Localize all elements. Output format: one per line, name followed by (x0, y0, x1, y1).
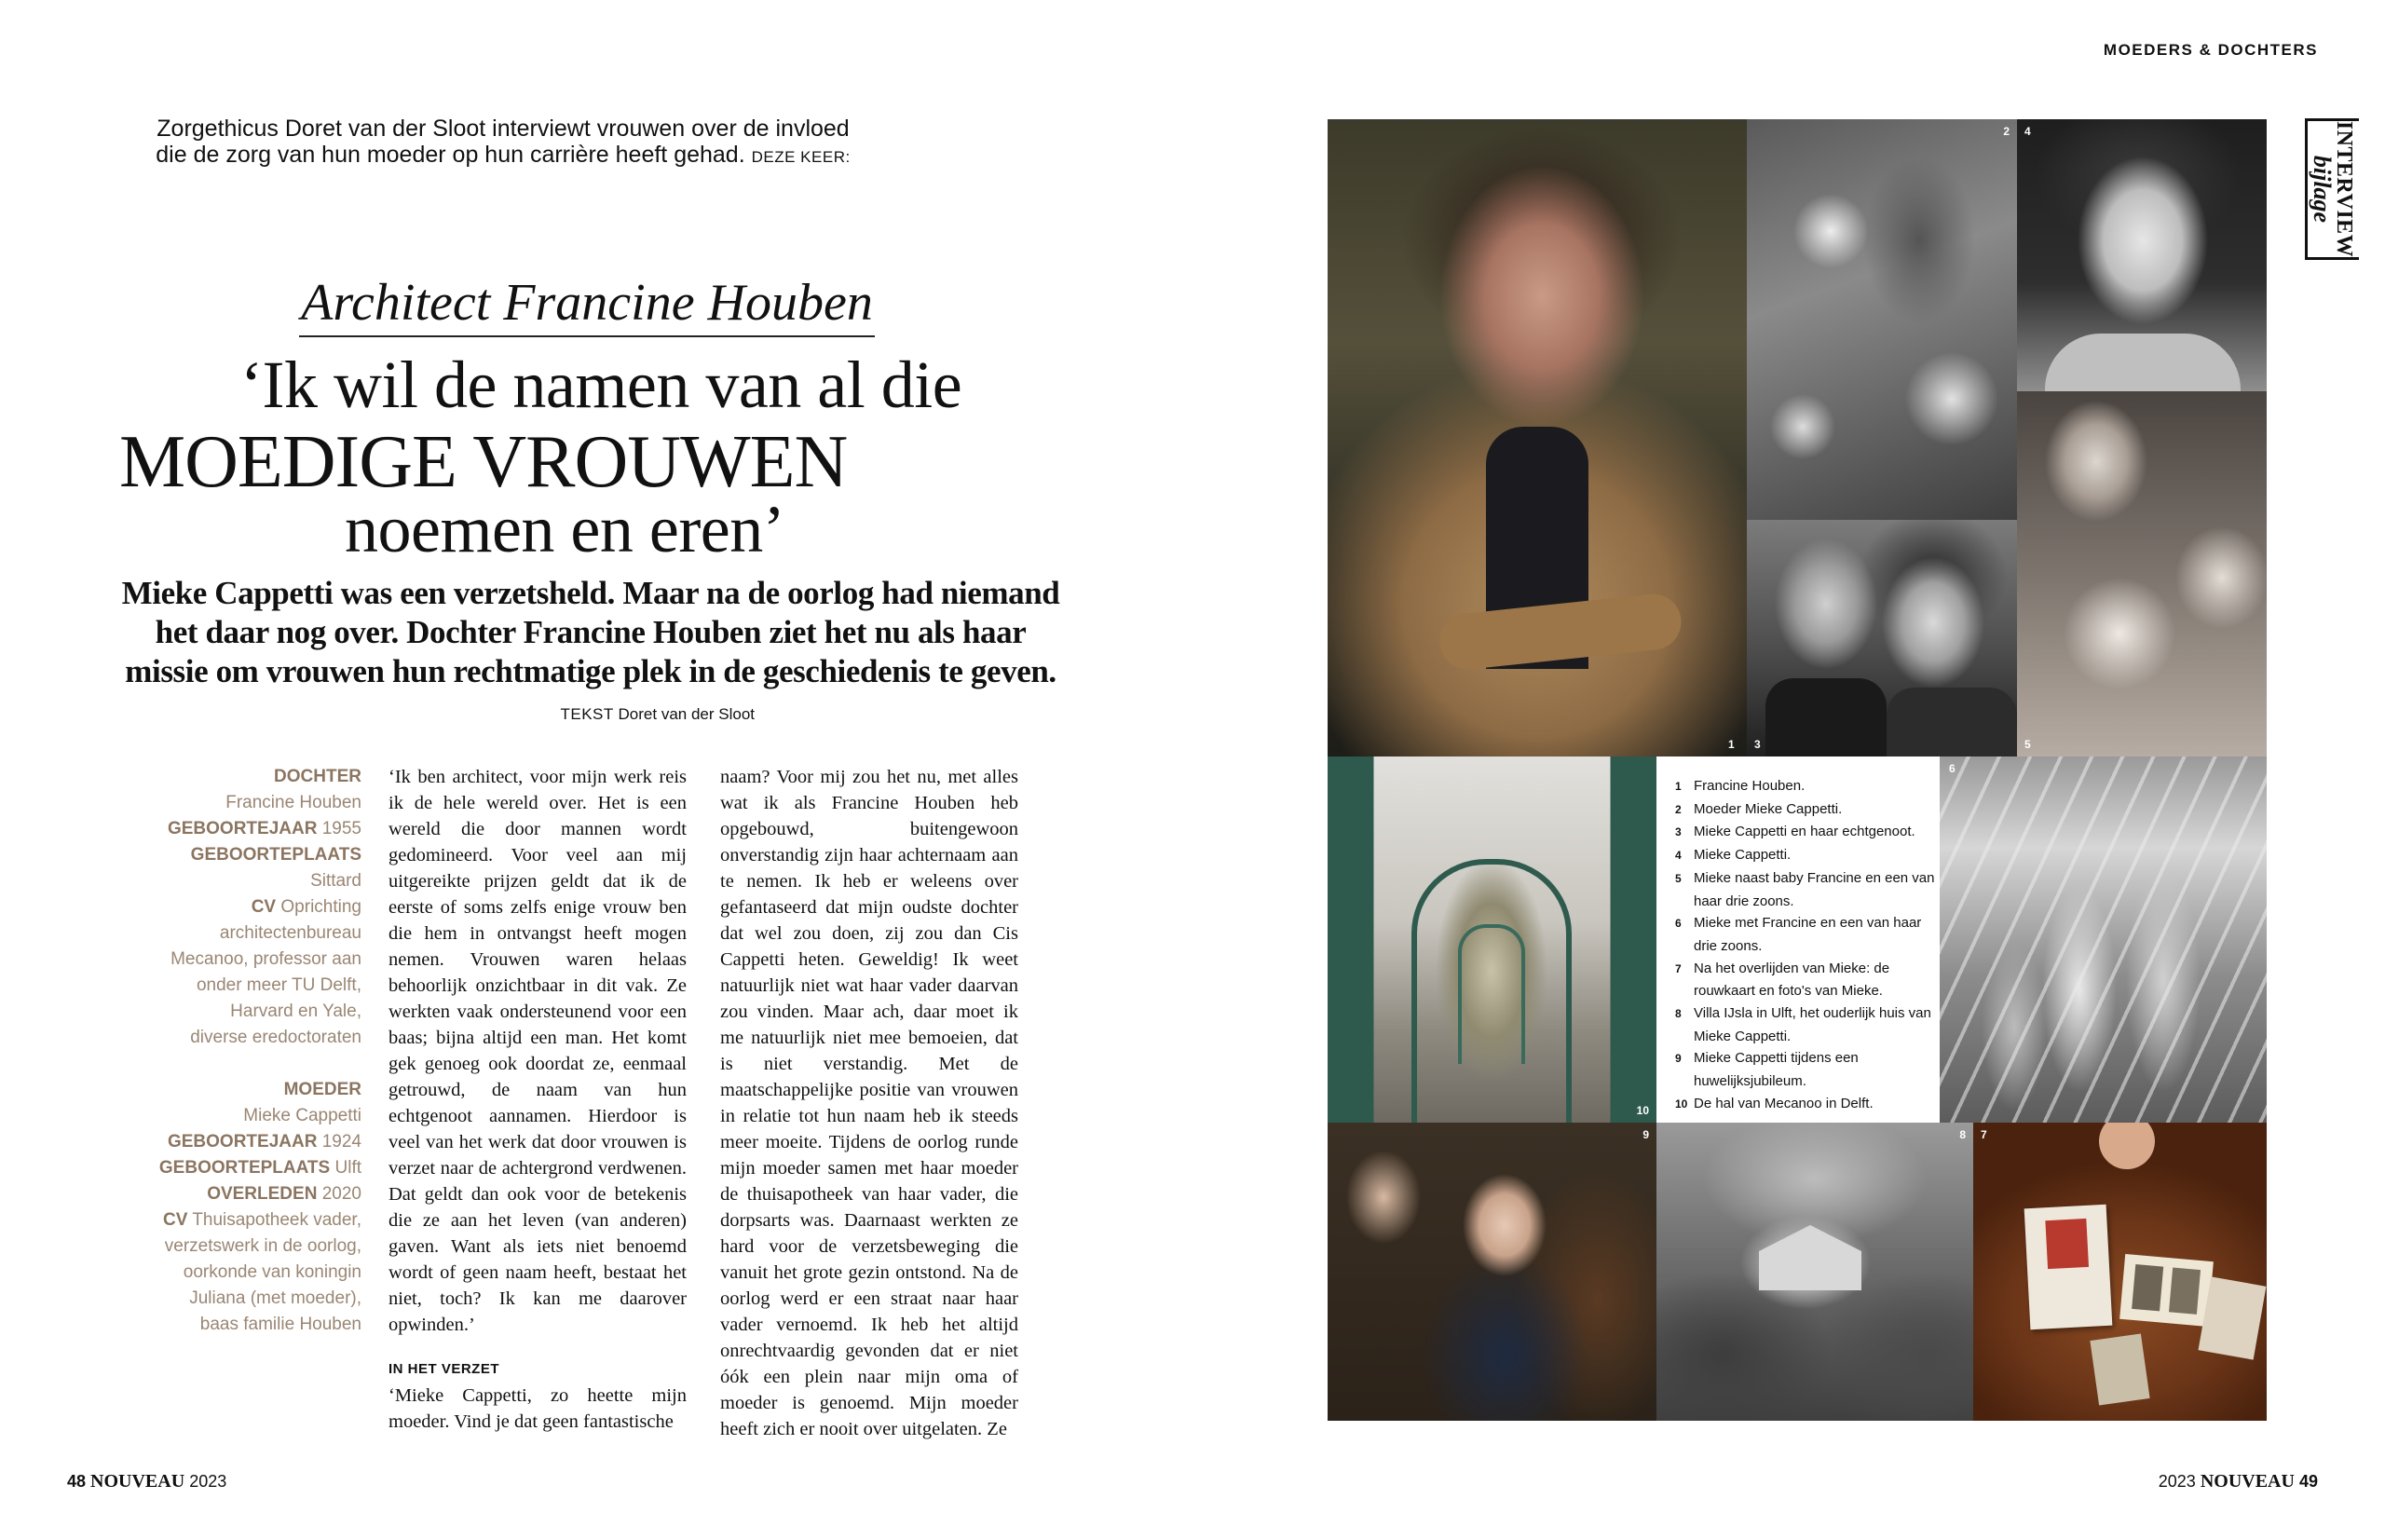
photo-portrait-francine (1328, 119, 1747, 756)
body-paragraph: naam? Voor mij zou het nu, met alles wat ik als Francine Houben heb opgebouwd, buitengewoon onverstandig zijn haar achternaam aan te nemen. Ik heb er weleens over gefantaseerd dat mijn oudste dochter dat wel zou doen, zij zou dan Cis Cappetti heten. Geweldig! Ik weet natuurlijk niet wat haar vader daarvan zou vinden. Maar ach, daar moet ik me natuurlijk niet mee bemoeien, dat is niet verstandig. Met de maatschappelijke positie van vrouwen in relatie tot hun naam heb ik steeds meer moeite. Tijdens de oorlog runde mijn moeder samen met haar moeder de thuisapotheek van haar vader, die dorpsarts was. Daarnaast werkten ze hard voor de verzetsbeweging die vanuit het grote gezin ontstond. Na de oorlog werd er een straat naar haar vader vernoemd. Ik heb het altijd onrechtvaardig gevonden dat er niet óók een plein naar mijn oma of moeder is genoemd. Mijn moeder heeft zich er nooit over uitgelaten. Ze (720, 767, 1018, 1439)
kicker (112, 272, 1062, 334)
interview-tab (2305, 118, 2359, 260)
caption-item: 2 Moeder Mieke Cappetti. (1675, 800, 1843, 817)
caption-item: 4 Mieke Cappetti. (1675, 847, 1792, 864)
issue-year: 2023 (2158, 1472, 2196, 1491)
fact-value: Ulft (334, 1158, 361, 1178)
folio-left (67, 1471, 226, 1492)
magazine-brand: NOUVEAU (90, 1471, 185, 1492)
photo-couple (1747, 520, 2017, 756)
fact-label: MOEDER (283, 1080, 361, 1099)
headline-line-3: noemen en eren’ (345, 492, 785, 566)
byline-name: Doret van der Sloot (618, 705, 755, 723)
photo-mourning-card (1973, 1123, 2267, 1421)
body-column-1 (388, 764, 687, 1435)
caption-item: 5 Mieke naast baby Francine en een van haar drie zoons. (1675, 869, 1935, 909)
caption-item: 6 Mieke met Francine en een van haar drie zoons. (1675, 915, 1922, 954)
photo-mother-portrait (2017, 119, 2267, 391)
photo-mother-magnolia (1747, 119, 2017, 520)
body-paragraph: ‘Mieke Cappetti, zo heette mijn moeder. Vind je dat geen fantastische (388, 1385, 687, 1432)
caption-item: 9 Mieke Cappetti tijdens een huwelijksjubileum. (1675, 1050, 1859, 1090)
fact-value: Juliana (met moeder), (189, 1288, 361, 1308)
caption-item: 8 Villa IJsla in Ulft, het ouderlijk huis van Mieke Cappetti. (1675, 1005, 1931, 1044)
photo-number: 9 (1642, 1128, 1649, 1141)
fact-label: GEBOORTEPLAATS (158, 1158, 331, 1178)
caption-item: 10 De hal van Mecanoo in Delft. (1675, 1095, 1874, 1111)
fact-value: oorkonde van koningin (183, 1262, 361, 1282)
fact-box (121, 764, 361, 1338)
fact-label: GEBOORTEPLAATS (190, 845, 361, 865)
photo-number: 2 (2003, 125, 2010, 138)
byline-label: TEKST (560, 705, 614, 723)
section-label: MOEDERS & DOCHTERS (2103, 41, 2318, 59)
fact-value: Thuisapotheek vader, (192, 1210, 361, 1230)
page-number: 49 (2298, 1472, 2318, 1491)
headline-line-2: MOEDIGE VROUWEN (119, 421, 848, 503)
folio-right (2159, 1471, 2318, 1492)
headline-line-1: ‘Ik wil de namen van al die (240, 348, 962, 422)
fact-value: Mecanoo, professor aan (170, 949, 361, 969)
intro-text (140, 116, 866, 170)
body-paragraph: ‘Ik ben architect, voor mijn werk reis ik de hele wereld over. Het is een wereld die door mannen wordt gedomineerd. Voor veel aan mij uitgereikte prijzen geldt dat ik de eerste of soms zelfs enige vrouw ben die hem in ontvangst heeft mogen nemen. Vrouwen waren helaas behoorlijk onzichtbaar in dit vak. Ze werkten vaak ondersteunend voor een baas; bijna altijd een man. Het komt gek genoeg ook doordat ze, eenmaal getrouwd, de naam van hun echtgenoot aannamen. Hierdoor is veel van het werk dat door vrouwen is verzet naar de achtergrond verdwenen. Dat geldt dan ook voor de betekenis die ze aan het leven (van anderen) gaven. Want als iets niet benoemd wordt of geen naam heeft, bestaat het niet, toch? Ik kan me daarover opwinden.’ (388, 767, 687, 1335)
fact-value: Mieke Cappetti (243, 1106, 361, 1125)
byline (438, 705, 755, 724)
tab-line-2: bijlage (2308, 155, 2336, 224)
magazine-brand: NOUVEAU (2200, 1471, 2295, 1492)
fact-label: CV (251, 897, 277, 917)
photo-number: 5 (2024, 738, 2031, 751)
photo-number: 4 (2024, 125, 2031, 138)
tab-line-1: INTERVIEW (2331, 120, 2356, 258)
photo-captions (1675, 775, 1945, 1116)
caption-item: 1 Francine Houben. (1675, 778, 1806, 794)
subhead: IN HET VERZET (388, 1361, 500, 1377)
photo-number: 3 (1754, 738, 1761, 751)
photo-villa-ijsla (1656, 1123, 1973, 1421)
body-column-2 (720, 764, 1018, 1442)
fact-value: onder meer TU Delft, (196, 975, 361, 995)
photo-number: 7 (1981, 1128, 1987, 1141)
fact-value: verzetswerk in de oorlog, (164, 1236, 361, 1256)
fact-value: diverse eredoctoraten (190, 1028, 361, 1047)
fact-value: Oprichting (280, 897, 361, 917)
photo-number: 10 (1636, 1104, 1649, 1117)
caption-item: 7 Na het overlijden van Mieke: de rouwkaart en foto's van Mieke. (1675, 960, 1890, 1000)
intro-label: DEZE KEER: (751, 148, 851, 166)
photo-number: 6 (1949, 762, 1956, 775)
fact-value: Harvard en Yale, (230, 1002, 361, 1021)
fact-label: GEBOORTEJAAR (167, 1132, 318, 1152)
fact-label: DOCHTER (274, 767, 361, 786)
photo-mother-with-baby (2017, 391, 2267, 756)
fact-value: baas familie Houben (199, 1315, 361, 1334)
fact-value: Sittard (310, 871, 361, 891)
fact-value: architectenbureau (219, 923, 361, 943)
fact-value: 1955 (321, 819, 361, 838)
photo-number: 1 (1728, 738, 1735, 751)
fact-value: Francine Houben (225, 793, 361, 812)
fact-value: 2020 (321, 1184, 361, 1204)
photo-mother-francine-son (1940, 756, 2267, 1123)
photo-mecanoo-hall (1328, 756, 1656, 1123)
fact-label: GEBOORTEJAAR (167, 819, 318, 838)
fact-value: 1924 (321, 1132, 361, 1152)
photo-anniversary (1328, 1123, 1656, 1421)
kicker-text: Architect Francine Houben (299, 274, 875, 337)
fact-label: CV (162, 1210, 188, 1230)
caption-item: 3 Mieke Cappetti en haar echtgenoot. (1675, 824, 1915, 840)
photo-number: 8 (1959, 1128, 1966, 1141)
issue-year: 2023 (189, 1472, 227, 1491)
intro-sentence: Zorgethicus Doret van der Sloot interviewt vrouwen over de invloed die de zorg van hun moeder op hun carrière heeft gehad. (156, 116, 850, 168)
page-number: 48 (67, 1472, 87, 1491)
standfirst: Mieke Cappetti was een verzetsheld. Maar na de oorlog had niemand het daar nog over. Dochter Francine Houben ziet het nu als haar missie om vrouwen hun rechtmatige plek in de geschiedenis te geven. (121, 575, 1060, 689)
fact-label: OVERLEDEN (207, 1184, 318, 1204)
